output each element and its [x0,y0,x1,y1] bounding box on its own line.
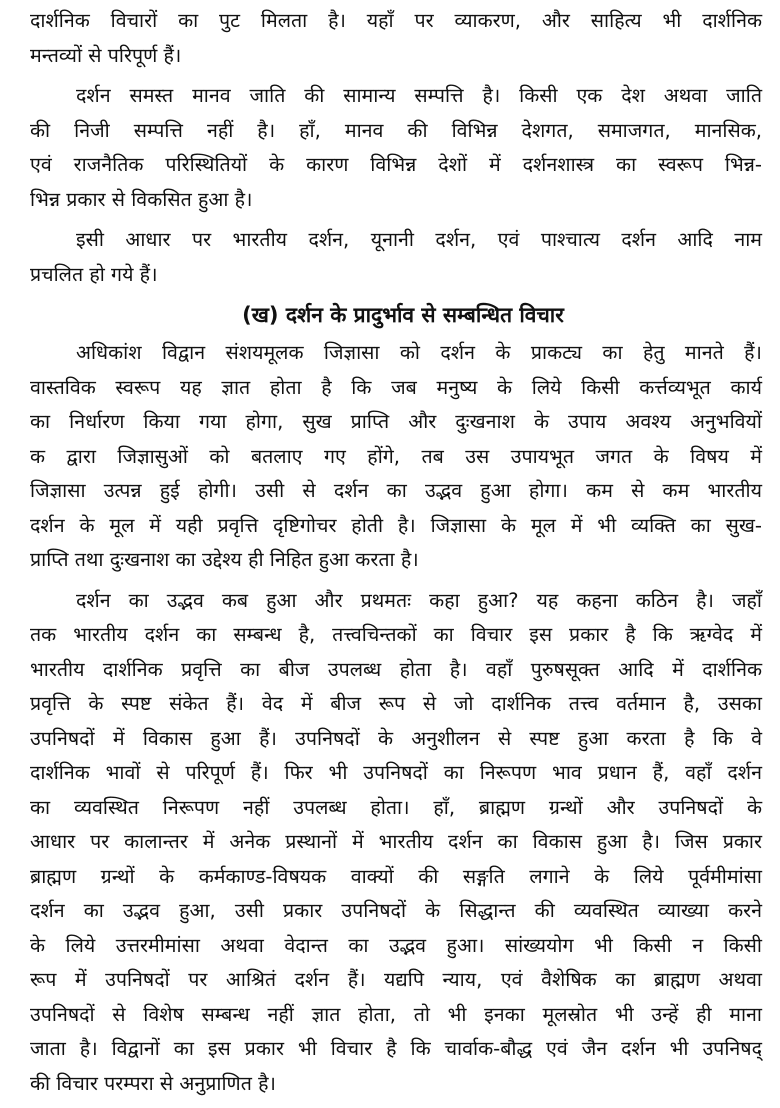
text-line: वास्तविक स्वरूप यह ज्ञात होता है कि जब मनुष्य के लिये किसी कर्त्तव्यभूत कार्य [30,375,762,399]
paragraph-udbhav [30,584,762,1102]
text-line: के लिये उत्तरमीमांसा अथवा वेदान्त का उद्भव हुआ। सांख्ययोग भी किसी न किसी [30,933,762,957]
text-line: मन्तव्यों से परिपूर्ण हैं। [30,43,182,67]
text-line: आधार पर कालान्तर में अनेक प्रस्थानों में भारतीय दर्शन का विकास हुआ है। जिस प्रकार [30,830,762,853]
text-line: इसी आधार पर भारतीय दर्शन, यूनानी दर्शन, एवं पाश्चात्य दर्शन आदि नाम [76,228,762,251]
text-line: प्रवृत्ति के स्पष्ट संकेत हैं। वेद में बीज रूप से जो दार्शनिक तत्त्व वर्तमान है, उसका [30,692,762,715]
text-line: दार्शनिक भावों से परिपूर्ण हैं। फिर भी उपनिषदों का निरूपण भाव प्रधान हैं, वहाँ दर्शन [30,761,762,784]
text-line: ब्राह्मण ग्रन्थों के कर्मकाण्ड-विषयक वाक्यों की सङ्गति लगाने के लिये पूर्वमीमांसा [30,864,762,888]
section-heading: (ख) दर्शन के प्रादुर्भाव से सम्बन्धित विचार [242,303,564,327]
text-line: का व्यवस्थित निरूपण नहीं उपलब्ध होता। हाँ, ब्राह्मण ग्रन्थों और उपनिषदों के [30,795,762,819]
text-line: अधिकांश विद्वान संशयमूलक जिज्ञासा को दर्शन के प्राकट्य का हेतु मानते हैं। [76,341,762,364]
paragraph-darshanik-vichar [30,4,762,73]
text-line: रूप में उपनिषदों पर आश्रितं दर्शन हैं। यद्यपि न्याय, एवं वैशेषिक का ब्राह्मण अथवा [30,968,762,991]
text-line: दर्शन समस्त मानव जाति की सामान्य सम्पत्ति है। किसी एक देश अथवा जाति [76,84,762,107]
text-line: भिन्न प्रकार से विकसित हुआ है। [30,187,253,211]
text-line: दर्शन का उद्भव कब हुआ और प्रथमतः कहा हुआ? यह कहना कठिन है। जहाँ [76,588,762,612]
text-line: का निर्धारण किया गया होगा, सुख प्राप्ति और दुःखनाश के उपाय अवश्य अनुभवियों [30,410,762,433]
text-line: की विचार परम्परा से अनुप्राणित है। [30,1071,276,1095]
text-line: दर्शन का उद्भव हुआ, उसी प्रकार उपनिषदों के सिद्धान्त की व्यवस्थित व्याख्या करने [30,899,762,922]
text-line: उपनिषदों में विकास हुआ हैं। उपनिषदों के अनुशीलन से स्पष्ट हुआ करता है कि वे [30,726,762,750]
text-line: प्रचलित हो गये हैं। [30,262,158,286]
paragraph-isi-aadhar [30,223,762,292]
text-line: क द्वारा जिज्ञासुओं को बतलाए गए होंगे, तब उस उपायभूत जगत के विषय में [30,444,762,468]
text-line: प्राप्ति तथा दुःखनाश का उद्देश्य ही निहित हुआ करता है। [30,548,419,571]
text-line: तक भारतीय दर्शन का सम्बन्ध है, तत्त्वचिन्तकों का विचार इस प्रकार है कि ऋग्वेद में [30,623,762,646]
text-line: भारतीय दार्शनिक प्रवृत्ति का बीज उपलब्ध होता है। वहाँ पुरुषसूक्त आदि में दार्शनिक [30,657,762,681]
text-line: जिज्ञासा उत्पन्न हुई होगी। उसी से दर्शन का उद्भव हुआ होगा। कम से कम भारतीय [30,479,762,502]
paragraph-jigyasa [30,336,762,578]
text-line: दार्शनिक विचारों का पुट मिलता है। यहाँ पर व्याकरण, और साहित्य भी दार्शनिक [30,9,762,32]
text-line: दर्शन के मूल में यही प्रवृत्ति दृष्टिगोचर होती है। जिज्ञासा के मूल में भी व्यक्ति का सुख- [30,513,762,537]
text-line: की निजी सम्पत्ति नहीं है। हाँ, मानव की विभिन्न देशगत, समाजगत, मानसिक, [30,118,762,142]
text-line: उपनिषदों से विशेष सम्बन्ध नहीं ज्ञात होता, तो भी इनका मूलस्रोत भी उन्हें ही माना [30,1002,762,1026]
text-line: जाता है। विद्वानों का इस प्रकार भी विचार है कि चार्वाक-बौद्ध एवं जैन दर्शन भी उपनिषद् [30,1037,762,1060]
paragraph-manav-jati [30,79,762,217]
text-line: एवं राजनैतिक परिस्थितियों के कारण विभिन्न देशों में दर्शनशास्त्र का स्वरूप भिन्न- [30,153,762,176]
